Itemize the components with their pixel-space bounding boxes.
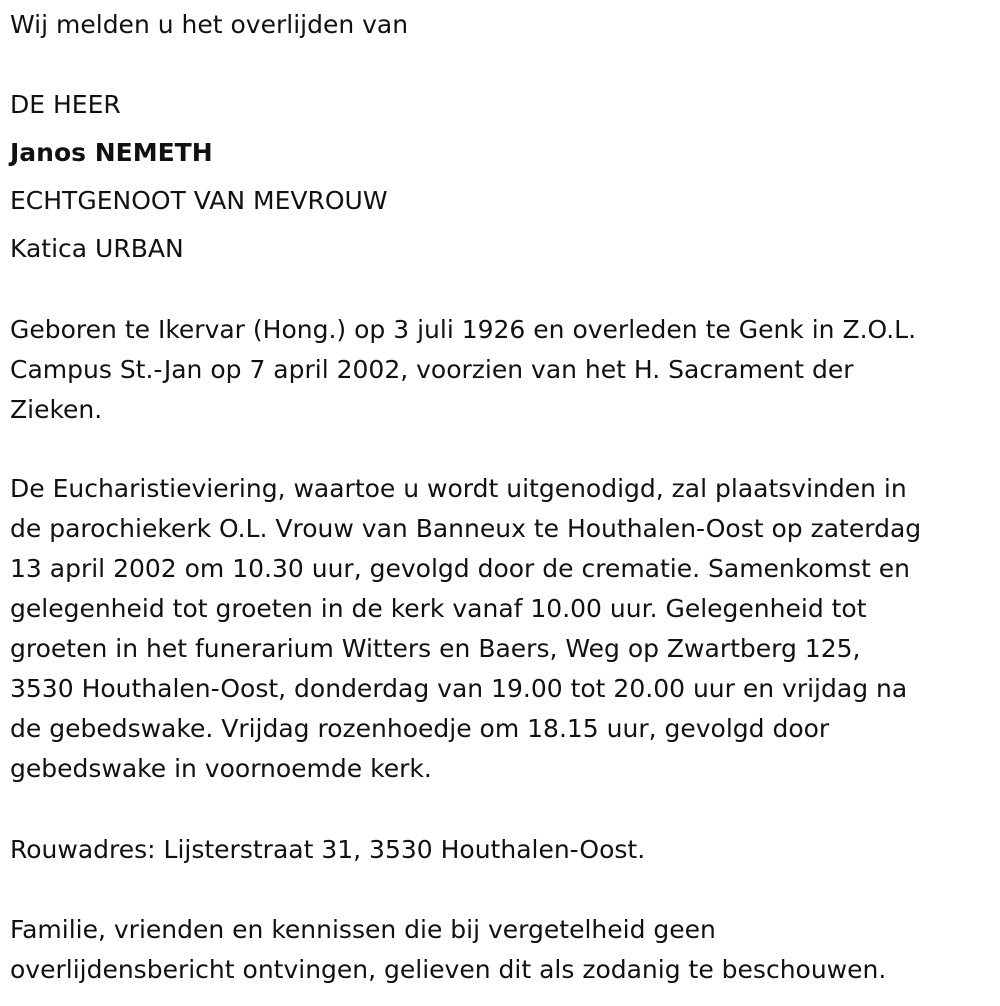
paragraph-line: groeten in het funerarium Witters en Baers, Weg op Zwartberg 125, [10,634,861,663]
ceremony-paragraph [10,469,995,789]
paragraph-line: de parochiekerk O.L. Vrouw van Banneux te Houthalen-Oost op zaterdag [10,514,922,543]
paragraph-line: gelegenheid tot groeten in de kerk vanaf 10.00 uur. Gelegenheid tot [10,594,867,623]
title-prefix: DE HEER [10,90,121,119]
spouse-name: Katica URBAN [10,234,184,263]
paragraph-line: de gebedswake. Vrijdag rozenhoedje om 18.15 uur, gevolgd door [10,714,830,743]
paragraph-line: 3530 Houthalen-Oost, donderdag van 19.00 tot 20.00 uur en vrijdag na [10,674,908,703]
paragraph-line: Zieken. [10,395,103,424]
paragraph-line: gebedswake in voornoemde kerk. [10,754,432,783]
mourning-address: Rouwadres: Lijsterstraat 31, 3530 Houthalen-Oost. [10,835,646,864]
paragraph-line: De Eucharistieviering, waartoe u wordt uitgenodigd, zal plaatsvinden in [10,474,907,503]
paragraph-line: Familie, vrienden en kennissen die bij vergetelheid geen [10,915,716,944]
spouse-label: ECHTGENOOT VAN MEVROUW [10,186,388,215]
paragraph-line: 13 april 2002 om 10.30 uur, gevolgd door de crematie. Samenkomst en [10,554,911,583]
birth-death-paragraph [10,310,995,430]
paragraph-line: Campus St.-Jan op 7 april 2002, voorzien van het H. Sacrament der [10,355,854,384]
paragraph-line: overlijdensbericht ontvingen, gelieven dit als zodanig te beschouwen. [10,955,887,984]
closing-paragraph [10,910,995,990]
intro-text: Wij melden u het overlijden van [10,10,409,39]
paragraph-line: Geboren te Ikervar (Hong.) op 3 juli 1926 en overleden te Genk in Z.O.L. [10,315,917,344]
deceased-name: Janos NEMETH [10,138,213,167]
